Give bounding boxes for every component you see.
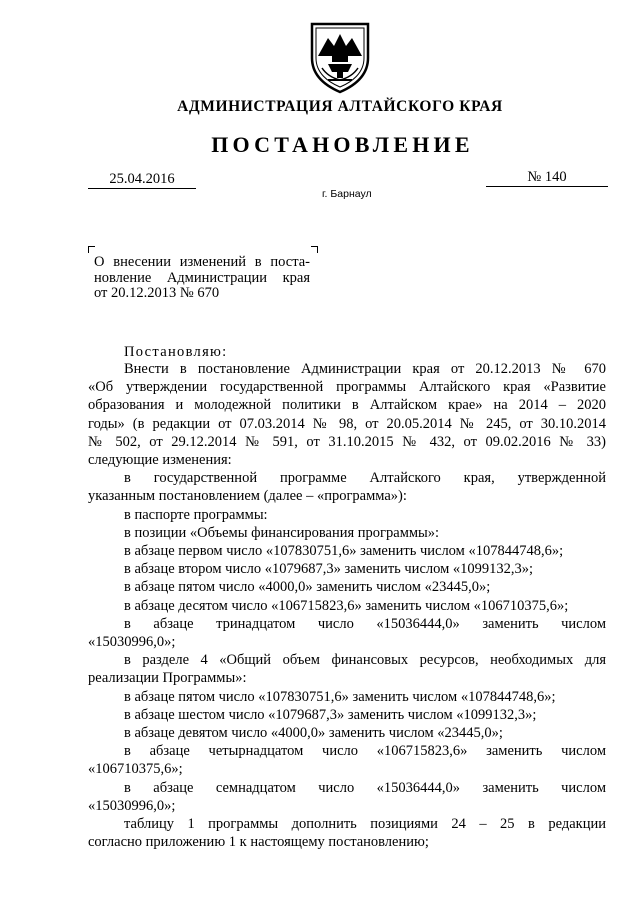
body-line: согласно приложению 1 к настоящему постановлению; (88, 834, 429, 851)
body-line: в государственной программе Алтайского края, утвержденной (124, 470, 606, 487)
document-date: 25.04.2016 (88, 172, 196, 189)
document-type-title: ПОСТАНОВЛЕНИЕ (211, 132, 474, 157)
subject-corner-left (88, 246, 95, 253)
coat-of-arms-icon (304, 18, 376, 94)
subject-line: от 20.12.2013 № 670 (94, 285, 220, 301)
body-line: образования и молодежной политики в Алтайском крае» на 2014 – 2020 (88, 397, 606, 414)
body-line: № 502, от 29.12.2014 № 591, от 31.10.2015 № 432, от 09.02.2016 № 33) (88, 433, 606, 450)
body-line: «Об утверждении государственной программы Алтайского края «Развитие (88, 379, 606, 396)
subject-line: О внесении изменений в поста- (94, 254, 310, 270)
body-line: в абзаце первом число «107830751,6» заменить числом «107844748,6»; (124, 543, 564, 560)
subject-corner-right (311, 246, 318, 253)
body-line: годы» (в редакции от 07.03.2014 № 98, от 20.05.2014 № 245, от 30.10.2014 (88, 415, 606, 432)
body-line: в абзаце девятом число «4000,0» заменить числом «23445,0»; (124, 725, 503, 742)
body-line: «106710375,6»; (88, 761, 183, 778)
document-subject (94, 255, 310, 302)
document-body (88, 360, 606, 851)
body-line: в позиции «Объемы финансирования программы»: (124, 524, 440, 541)
organization-name: АДМИНИСТРАЦИЯ АЛТАЙСКОГО КРАЯ (177, 98, 503, 115)
body-line: в абзаце тринадцатом число «15036444,0» заменить числом (124, 615, 606, 632)
body-line: «15030996,0»; (88, 797, 176, 814)
preamble: Постановляю: (124, 344, 228, 360)
body-line: в абзаце пятом число «107830751,6» заменить числом «107844748,6»; (124, 688, 556, 705)
body-line: в абзаце четырнадцатом число «106715823,6» заменить числом (124, 743, 606, 760)
body-line: указанным постановлением (далее – «программа»): (88, 488, 407, 505)
body-line: Внести в постановление Администрации края от 20.12.2013 № 670 (124, 361, 606, 377)
body-line: в абзаце пятом число «4000,0» заменить числом «23445,0»; (124, 579, 491, 596)
subject-line: новление Администрации края (94, 269, 310, 286)
body-line: в абзаце шестом число «1079687,3» заменить числом «1099132,3»; (124, 706, 537, 723)
body-line: в паспорте программы: (124, 506, 268, 523)
body-line: «15030996,0»; (88, 634, 176, 651)
body-line: следующие изменения: (88, 452, 232, 469)
document-city: г. Барнаул (322, 188, 372, 200)
body-line: реализации Программы»: (88, 670, 247, 687)
body-line: в абзаце втором число «1079687,3» заменить числом «1099132,3»; (124, 561, 534, 578)
body-line: в разделе 4 «Общий объем финансовых ресурсов, необходимых для (124, 652, 606, 669)
body-line: в абзаце семнадцатом число «15036444,0» заменить числом (124, 779, 606, 796)
document-number: № 140 (486, 170, 608, 187)
body-line: таблицу 1 программы дополнить позициями 24 – 25 в редакции (124, 816, 606, 833)
body-line: в абзаце десятом число «106715823,6» заменить числом «106710375,6»; (124, 597, 569, 614)
